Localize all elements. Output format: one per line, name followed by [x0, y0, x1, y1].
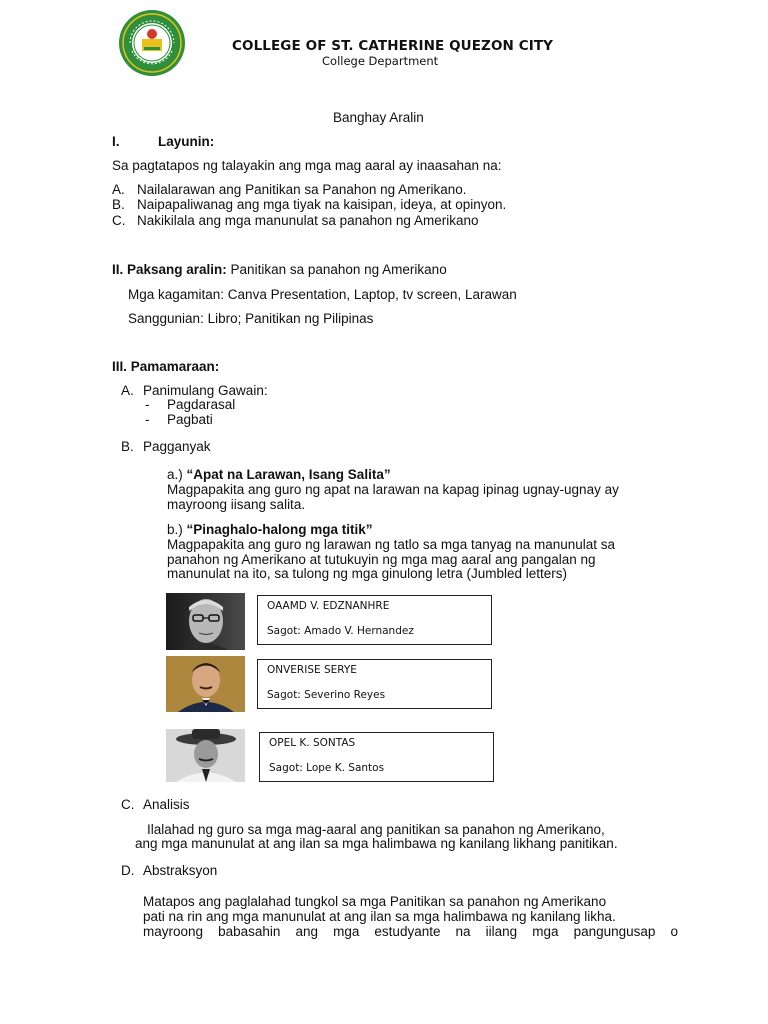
puzzle-answer: Sagot: Severino Reyes: [267, 689, 386, 701]
game1-prefix: a.): [167, 467, 187, 482]
author-portrait-3: [166, 729, 245, 782]
author-portrait-1: [166, 593, 245, 650]
bullet-pagbati: Pagbati: [167, 412, 213, 427]
game2-desc-line: panahon ng Amerikano at tutukuyin ng mga mag aaral ang pangalan ng: [167, 552, 596, 567]
section1-intro: Sa pagtatapos ng talayakin ang mga mag aaral ay inaasahan na:: [112, 158, 502, 173]
section2-topic: Panitikan sa panahon ng Amerikano: [226, 262, 447, 277]
objective-letter-c: C.: [112, 213, 126, 228]
materials-line: Mga kagamitan: Canva Presentation, Laptop, tv screen, Larawan: [128, 287, 517, 302]
bullet-dash: -: [145, 412, 150, 427]
objective-a: Nailalarawan ang Panitikan sa Panahon ng Amerikano.: [137, 182, 467, 197]
step-b-label: Pagganyak: [143, 439, 211, 454]
step-c-label: Analisis: [143, 797, 190, 812]
step-d-label: Abstraksyon: [143, 863, 218, 878]
seal-emblem-icon: [118, 9, 186, 77]
puzzle-answer: Sagot: Lope K. Santos: [269, 762, 385, 774]
step-a-letter: A.: [121, 383, 134, 398]
game1-desc-line: mayroong iisang salita.: [167, 497, 306, 512]
game1-desc-line: Magpapakita ang guro ng apat na larawan na kapag ipinag ugnay-ugnay ay: [167, 482, 619, 497]
jumbled-letters: OPEL K. SONTAS: [269, 737, 356, 749]
step-c-letter: C.: [121, 797, 135, 812]
section1-heading: Layunin:: [158, 134, 215, 149]
school-seal-logo: [118, 9, 186, 77]
section2-heading: II. Paksang aralin:: [112, 262, 227, 277]
objective-c: Nakikilala ang mga manunulat sa panahon ng Amerikano: [137, 213, 479, 228]
game2-prefix: b.): [167, 522, 187, 537]
step-a-label: Panimulang Gawain:: [143, 383, 268, 398]
bullet-dash: -: [145, 397, 150, 412]
abstraction-line: pati na rin ang mga manunulat at ang ilan sa mga halimbawa ng kanilang likha.: [143, 909, 616, 924]
abstraction-line: mayroong babasahin ang mga estudyante na iilang mga pangungusap o: [143, 924, 678, 939]
analysis-line: Ilalahad ng guro sa mga mag-aaral ang panitikan sa panahon ng Amerikano,: [147, 822, 605, 837]
game2-desc-line: Magpapakita ang guro ng larawan ng tatlo sa mga tanyag na manunulat sa: [167, 537, 616, 552]
puzzle-answer: Sagot: Amado V. Hernandez: [267, 625, 414, 637]
puzzle-box-1: [257, 595, 492, 645]
puzzle-box-3: [259, 732, 494, 782]
step-d-letter: D.: [121, 863, 135, 878]
section3-heading: III. Pamamaraan:: [112, 359, 220, 374]
abstraction-line: Matapos ang paglalahad tungkol sa mga Panitikan sa panahon ng Amerikano: [143, 894, 607, 909]
game2-title-line: [167, 522, 373, 537]
puzzle-box-2: [257, 659, 492, 709]
document-title: Banghay Aralin: [333, 110, 424, 125]
section2-line: [112, 262, 447, 277]
game1-title: “Apat na Larawan, Isang Salita”: [186, 467, 391, 482]
objective-letter-a: A.: [112, 182, 125, 197]
author-portrait-2: [166, 656, 245, 712]
objective-b: Naipapaliwanag ang mga tiyak na kaisipan, ideya, at opinyon.: [137, 197, 507, 212]
bullet-pagdarasal: Pagdarasal: [167, 397, 236, 412]
jumbled-letters: ONVERISE SERYE: [267, 664, 357, 676]
game2-desc-line: manunulat na ito, sa tulong ng mga ginulong letra (Jumbled letters): [167, 566, 567, 581]
step-b-letter: B.: [121, 439, 134, 454]
objective-letter-b: B.: [112, 197, 125, 212]
analysis-line: ang mga manunulat at ang ilan sa mga halimbawa ng kanilang likhang panitikan.: [135, 836, 618, 851]
section1-number: I.: [112, 134, 120, 149]
references-line: Sanggunian: Libro; Panitikan ng Pilipinas: [128, 311, 374, 326]
jumbled-letters: OAAMD V. EDZNANHRE: [267, 600, 390, 612]
department-name: College Department: [322, 54, 439, 68]
game2-title: “Pinaghalo-halong mga titik”: [186, 522, 373, 537]
school-name: COLLEGE OF ST. CATHERINE QUEZON CITY: [232, 38, 554, 54]
game1-title-line: [167, 467, 391, 482]
